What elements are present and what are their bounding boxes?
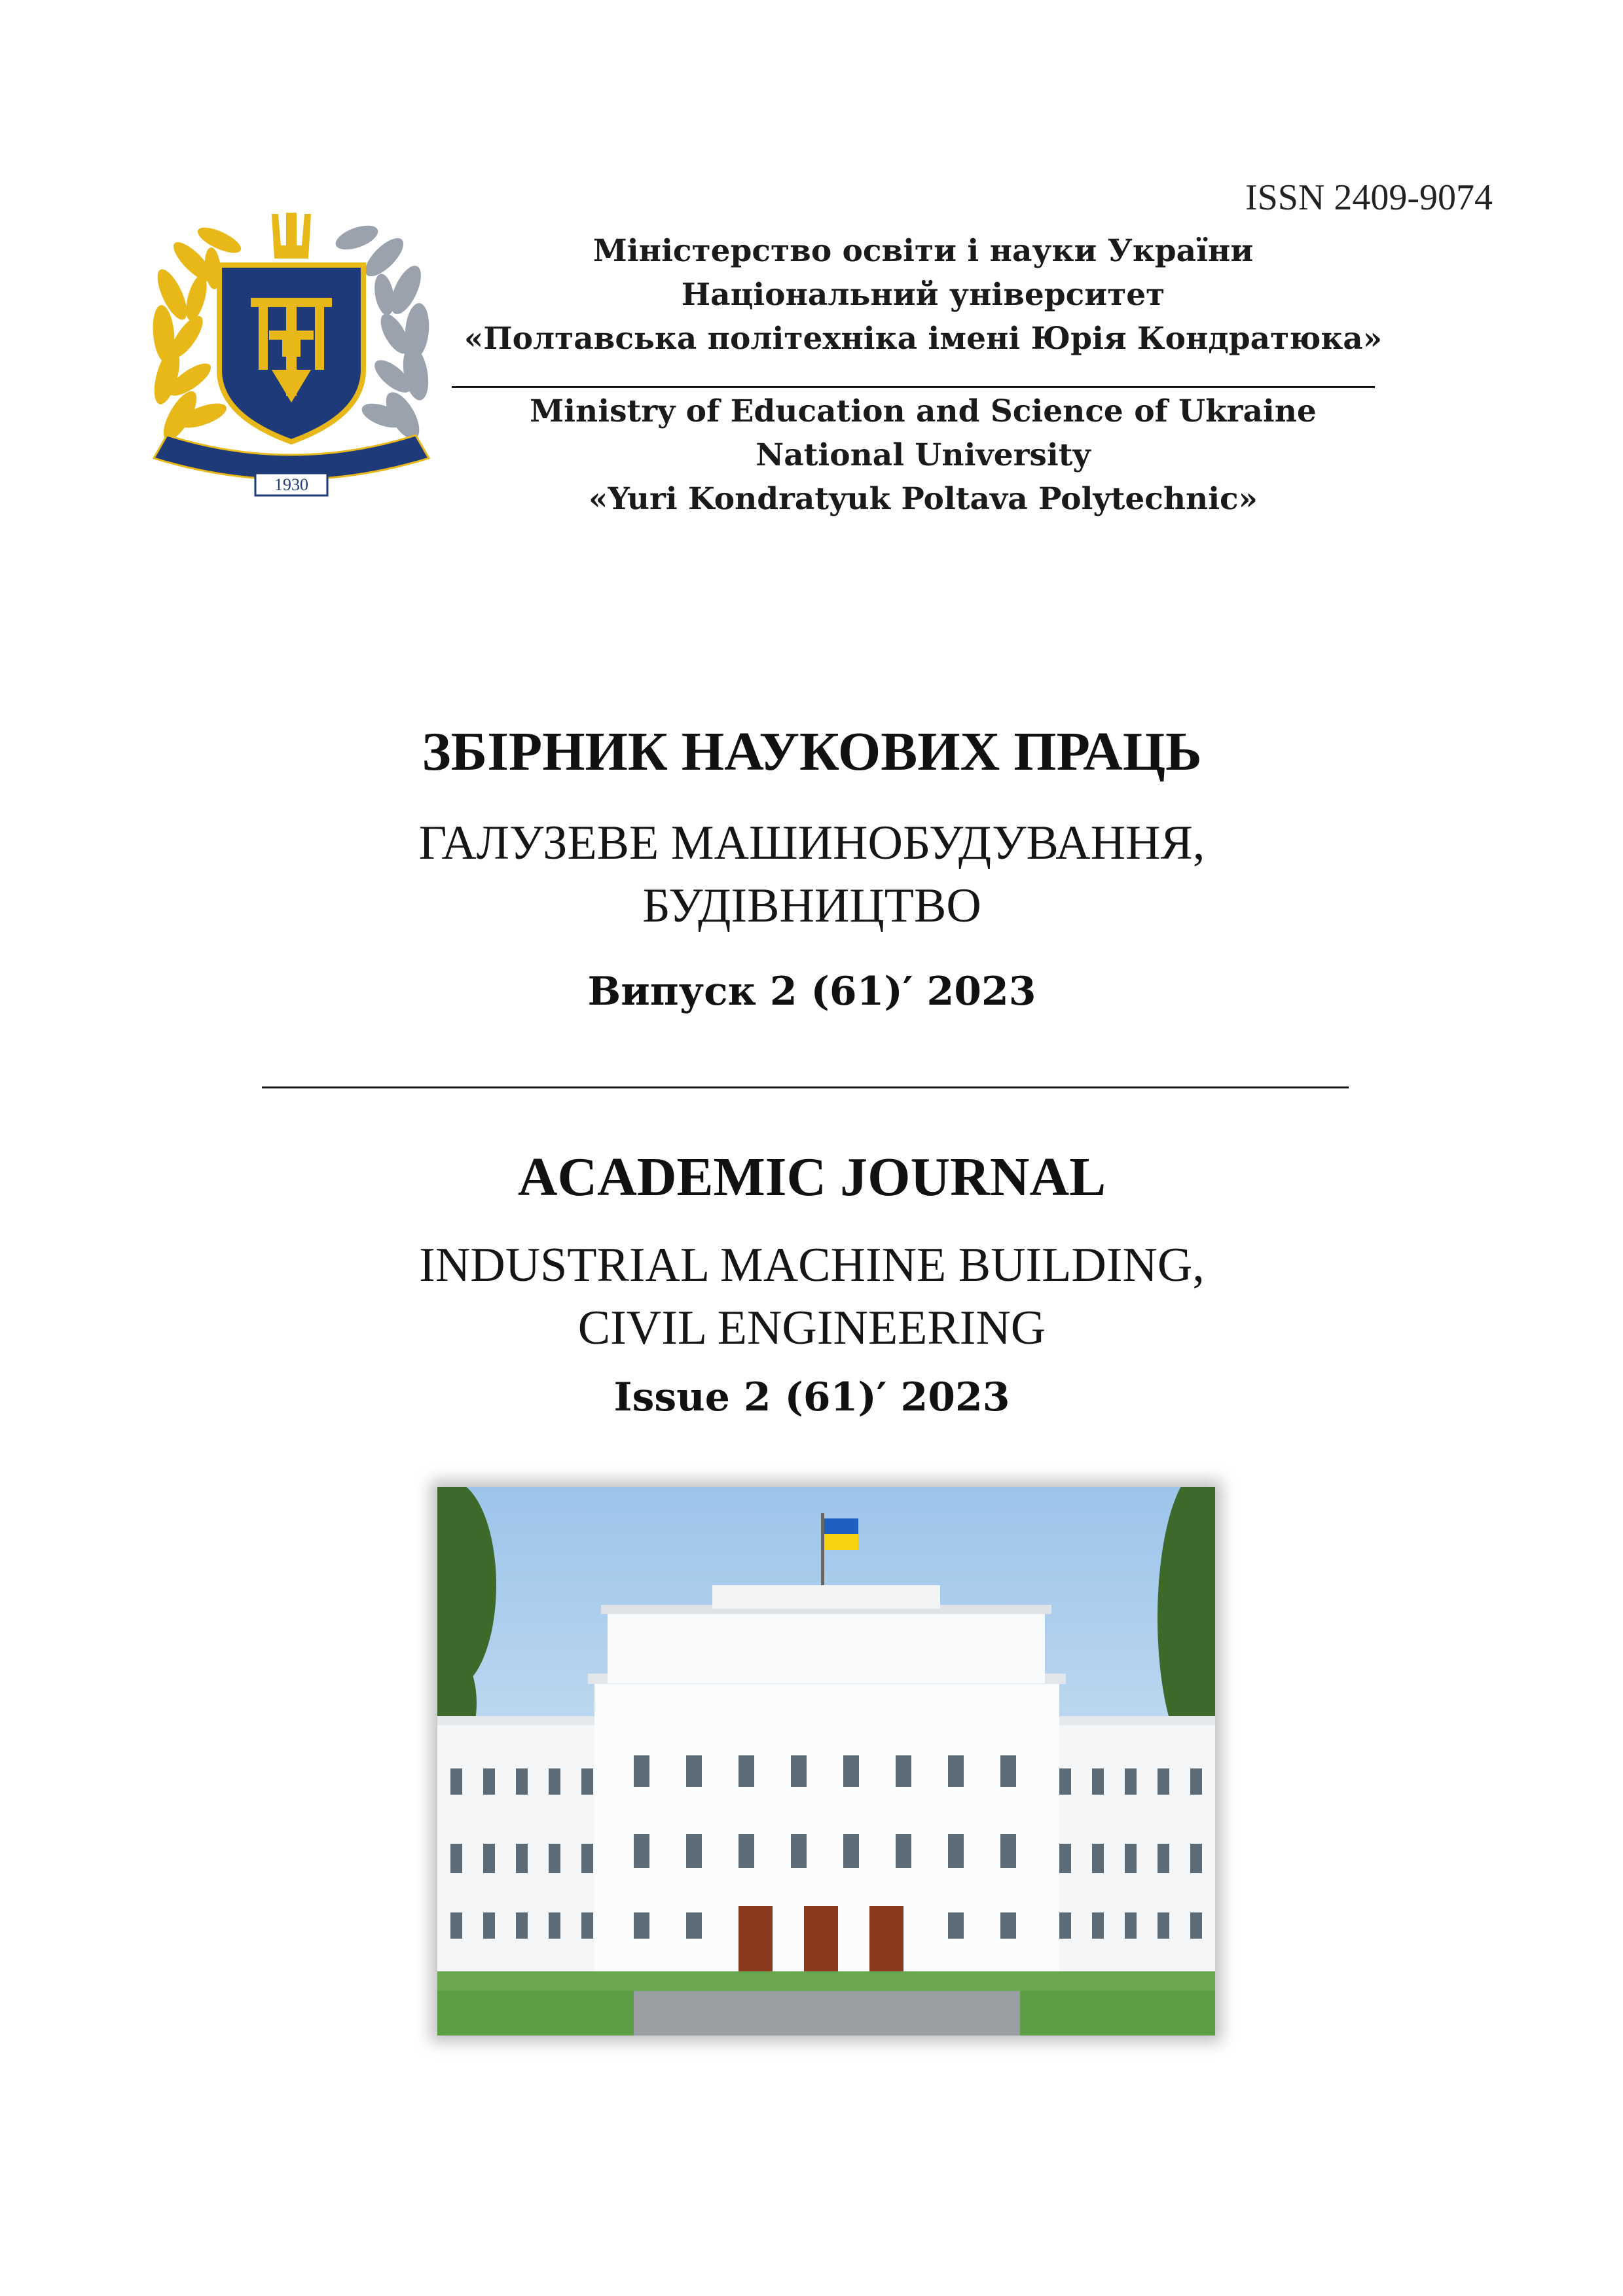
issn-number: ISSN 2409-9074 [1245, 177, 1493, 218]
university-name-ua: «Полтавська політехніка імені Юрія Кондратюка» [464, 321, 1383, 357]
header-ukrainian [432, 229, 1414, 361]
journal-title-en: ACADEMIC JOURNAL [517, 1147, 1106, 1208]
header-english [432, 389, 1414, 521]
issue-ua: Випуск 2 (61)′ 2023 [587, 969, 1036, 1014]
university-type-en: National University [756, 437, 1091, 473]
ministry-ua: Міністерство освіти і науки України [593, 233, 1254, 269]
emblem-year: 1930 [274, 475, 308, 494]
trident-icon [272, 213, 311, 259]
section-divider [262, 1086, 1349, 1088]
university-building-photo [437, 1487, 1215, 2036]
building-illustration [437, 1487, 1215, 2036]
journal-title-ua: ЗБІРНИК НАУКОВИХ ПРАЦЬ [422, 721, 1202, 782]
entrance-doors-icon [739, 1906, 903, 1971]
ministry-en: Ministry of Education and Science of Ukraine [530, 393, 1317, 429]
journal-subtitle-ua [157, 812, 1467, 937]
header-divider [452, 386, 1375, 388]
emblem-svg [141, 200, 442, 501]
issue-en: Issue 2 (61)′ 2023 [613, 1374, 1010, 1420]
journal-subtitle-en [157, 1234, 1467, 1359]
subtitle-en-line2: CIVIL ENGINEERING [577, 1301, 1046, 1355]
university-emblem [141, 200, 442, 501]
subtitle-en-line1: INDUSTRIAL MACHINE BUILDING, [419, 1238, 1205, 1292]
university-name-en: «Yuri Kondratyuk Poltava Polytechnic» [588, 481, 1258, 517]
subtitle-ua-line1: ГАЛУЗЕВЕ МАШИНОБУДУВАННЯ, [418, 816, 1205, 870]
subtitle-ua-line2: БУДІВНИЦТВО [642, 879, 981, 933]
university-type-ua: Національний університет [681, 277, 1165, 313]
